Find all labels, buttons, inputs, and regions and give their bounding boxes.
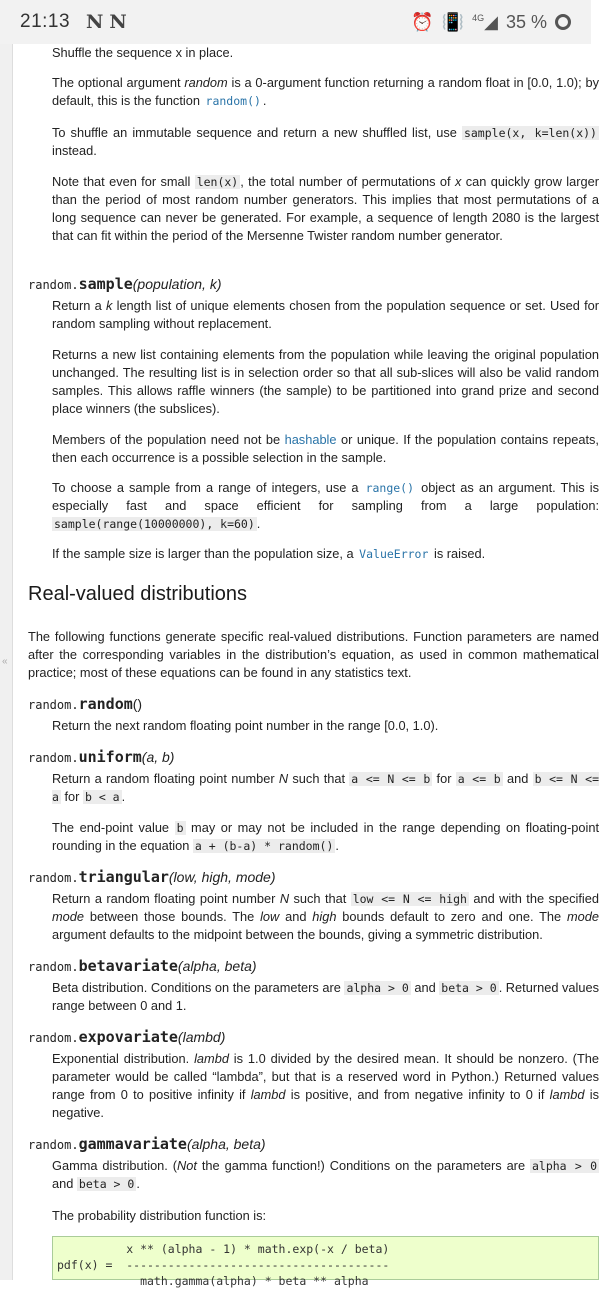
signature-triangular: random.triangular(low, high, mode) — [28, 868, 276, 886]
betavariate-desc: Beta distribution. Conditions on the parameters are alpha > 0 and beta > 0 . Returned values range between 0 and 1. — [52, 980, 599, 1013]
sample-desc-p2: Returns a new list containing elements from the population while leaving the original population unchanged. The resulting list is in selection order so that all sub-slices will also be valid random samples. This allows raffle winners (the sample) to be partitioned into grand prize and second place winners (the subslices). — [52, 347, 599, 416]
shuffle-desc-p4: Note that even for small len(x) , the total number of permutations of x can quickly grow larger than the period of most random number generators. This implies that most permutations of a long sequence can never be generated. For example, a sequence of length 2080 is the largest that can fit within the period of the Mersenne Twister random number generator. — [52, 174, 599, 243]
random-desc: Return the next random floating point number in the range [0.0, 1.0). — [52, 718, 439, 733]
section-intro: The following functions generate specific real-valued distributions. Function parameters are named after the corresponding variables in the distribution’s equation, as used in common mathematical practice; most of these equations can be found in any statistics text. — [28, 629, 599, 680]
notification-n-icon: N — [86, 11, 104, 33]
alarm-icon: ⏰ — [411, 11, 434, 32]
signature-betavariate: random.betavariate(alpha, beta) — [28, 957, 257, 975]
notification-n-icon: N — [109, 11, 127, 33]
status-time: 21:13 — [20, 11, 71, 32]
shuffle-desc-p2: The optional argument random is a 0-argument function returning a random float in [0.0, 1.0); by default, this is the function random() . — [52, 75, 599, 108]
link-range[interactable]: range() — [365, 481, 415, 495]
pdf-line-2: pdf(x) = -------------------------------------- — [57, 1258, 390, 1272]
triangular-desc: Return a random floating point number N such that low <= N <= high and with the specified mode between those bounds. The low and high bounds default to zero and one. The mode argument defaults to the midpoint between the bounds, giving a symmetric distribution. — [52, 891, 599, 942]
expovariate-desc: Exponential distribution. lambd is 1.0 divided by the desired mean. It should be nonzero. (The parameter would be called “lambda”, but that is a reserved word in Python.) Returned values range from 0 to positive infinity if lambd is positive, and from negative infinity to 0 if lambd is negative. — [52, 1051, 599, 1120]
pdf-line-1: x ** (alpha - 1) * math.exp(-x / beta) — [57, 1242, 390, 1256]
link-valueerror[interactable]: ValueError — [359, 547, 429, 561]
sidebar-collapsed-gutter[interactable] — [0, 44, 13, 1280]
battery-icon — [555, 14, 571, 30]
uniform-desc-p1: Return a random floating point number N such that a <= N <= b for a <= b and b <= N <= a for b < a . — [52, 771, 599, 804]
section-heading: Real-valued distributions — [28, 583, 248, 605]
battery-percent: 35 % — [505, 11, 547, 32]
vibrate-icon: 📳 — [441, 11, 465, 32]
signature-uniform: random.uniform(a, b) — [28, 748, 175, 766]
sample-desc-p4: To choose a sample from a range of integers, use a range() object as an argument. This is especially fast and space efficient for sampling from a large population: sample(range(10000000), k=60) . — [52, 480, 599, 531]
link-hashable[interactable]: hashable — [284, 432, 337, 447]
status-bar — [0, 0, 591, 44]
signature-random: random.random() — [28, 695, 143, 713]
sample-desc-p3: Members of the population need not be hashable or unique. If the population contains repeats, then each occurrence is a possible selection in the sample. — [52, 432, 599, 465]
gammavariate-desc-p2: The probability distribution function is: — [52, 1208, 267, 1223]
status-right — [411, 12, 571, 33]
signal-icon: $^{4G}$◢ — [472, 11, 498, 32]
notification-icons — [86, 11, 127, 33]
gammavariate-desc-p1: Gamma distribution. (Not the gamma function!) Conditions on the parameters are alpha > 0 and beta > 0 . — [52, 1158, 598, 1191]
link-random[interactable]: random() — [205, 94, 261, 108]
network-type: 4G — [472, 12, 485, 23]
shuffle-desc-p3: To shuffle an immutable sequence and return a new shuffled list, use sample(x, k=len(x)) instead. — [52, 125, 597, 158]
pdf-line-3: math.gamma(alpha) * beta ** alpha — [57, 1274, 369, 1288]
shuffle-desc — [52, 44, 599, 62]
pdf-code-block — [52, 1236, 599, 1288]
signature-sample: random.sample(population, k) — [28, 275, 222, 293]
sample-desc-p5: If the sample size is larger than the population size, a ValueError is raised. — [52, 546, 486, 561]
uniform-desc-p2: The end-point value b may or may not be included in the range depending on floating-point rounding in the equation a + (b-a) * random() . — [52, 820, 599, 853]
signature-gammavariate: random.gammavariate(alpha, beta) — [28, 1135, 266, 1153]
expand-sidebar-icon[interactable]: « — [2, 656, 8, 667]
signature-expovariate: random.expovariate(lambd) — [28, 1028, 226, 1046]
sample-desc-p1: Return a k length list of unique elements chosen from the population sequence or set. Used for random sampling without replacement. — [52, 298, 599, 331]
shuffle-p1: Shuffle the sequence x in place. — [52, 45, 234, 60]
